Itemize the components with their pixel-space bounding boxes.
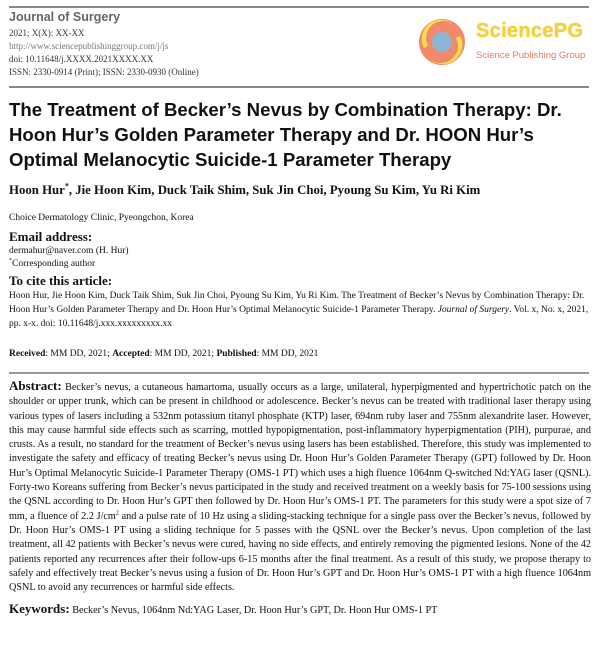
abstract-label: Abstract: bbox=[9, 378, 62, 393]
paper-title: The Treatment of Becker’s Nevus by Combination Therapy: Dr. Hoon Hur’s Golden Parameter Therapy and Dr. HOON Hur’s Optimal Melanocytic Suicide-1 Parameter Therapy bbox=[9, 99, 562, 170]
journal-url[interactable]: http://www.sciencepublishinggroup.com/j/js bbox=[9, 41, 169, 51]
abstract-sup: 2 bbox=[115, 510, 119, 517]
author-first: Hoon Hur bbox=[9, 183, 65, 197]
affiliation: Choice Dermatology Clinic, Pyeongchon, Korea bbox=[9, 213, 194, 223]
doi: doi: 10.11648/j.XXXX.2021XXXX.XX bbox=[9, 54, 154, 64]
abstract-text-2: and a pulse rate of 10 Hz using a sliding-stacking technique for a single pass over the Becker’s nevus, followed by Dr. Hoon Hur’s OMS-1 PT using a sliding technique for 5 passes with the QSNL over the Becker’s nevus. Upon completion of the last treatment, all 42 patients with Becker’s nevus were cured, having no side effects, and entirely removing the pigmented lesions. None of the 42 patients reported any recurrences after their follow-ups 6-15 months after the final treatment. As a result of this study, we propose therapy to safely and effectively treat Becker’s nevus using a fusion of Dr. Hoon Hur’s GPT and Dr. Hoon Hur’s OMS-1 PT with a high fluence 1064nm QSNL to avoid any recurrences or harmful side effects. bbox=[9, 510, 591, 594]
cite-heading: To cite this article: bbox=[9, 273, 113, 288]
journal-name: Journal of Surgery bbox=[9, 10, 121, 24]
keywords-label: Keywords: bbox=[9, 601, 70, 617]
citation-text: Hoon Hur, Jie Hoon Kim, Duck Taik Shim, Suk Jin Choi, Pyoung Su Kim, Yu Ri Kim. The Treatment of Becker’s Nevus by Combination Therapy: Dr. Hoon Hur’s Golden Parameter Therapy and Dr. Hoon Hur’s Optimal Melanocytic Suicide-1 Parameter Therapy. bbox=[9, 291, 585, 315]
received-date: : MM DD, 2021; bbox=[45, 349, 113, 359]
abstract-section bbox=[9, 379, 591, 618]
note-text: Corresponding author bbox=[12, 259, 96, 269]
logo-text: SciencePG bbox=[476, 20, 584, 42]
received-label: Received bbox=[9, 349, 46, 359]
abstract bbox=[9, 379, 591, 595]
email-address[interactable]: dermahur@naver.com (H. Hur) bbox=[9, 246, 129, 256]
logo-subtext: Science Publishing Group bbox=[476, 50, 586, 61]
sciencepg-logo-icon bbox=[418, 18, 466, 66]
abstract-rule bbox=[9, 372, 589, 374]
published-date: : MM DD, 2021 bbox=[256, 349, 319, 359]
corresponding-note bbox=[9, 258, 95, 270]
author-list bbox=[9, 182, 480, 198]
issue-info: 2021; X(X): XX-XX bbox=[9, 28, 85, 38]
accepted-date: : MM DD, 2021; bbox=[149, 349, 217, 359]
abstract-text-1: Becker’s nevus, a cutaneous hamartoma, usually occurs as a large, unilateral, hyperpigmented and hypertrichotic patch on the shoulder or upper trunk, which can be present in childhood or adolescence. Becker’s nevus can be treated with traditional laser therapy using various types of lasers including a 532nm potassium titanyl phosphate (KTP) laser, 694nm ruby laser and 755nm alexandrite laser. However, this may cause harmful side effects such as scarring, mottled hypopigmentation, post-inflammatory hyperpigmentation (PIH), purpurae, and crusts. As a result, no standard for the treatment of Becker’s nevus using lasers has been established. Therefore, this study was implemented to investigate the safety and efficacy of treating Becker’s nevus using Dr. Hoon Hur’s Golden Parameter Therapy (GPT) followed by Dr. Hoon Hur’s Optimal Melanocytic Suicide-1 Parameter Therapy (OMS-1 PT) which uses a high fluence 1064nm Q-switched Nd:YAG laser (QSNL). Forty-two Koreans suffering from Becker’s nevus participated in the study and received treatment on a weekly basis for 75-100 sessions using the QSNL according to Dr. Hoon Hur’s GPT then followed by Dr. Hoon Hur’s OMS-1 PT. The parameters for this study were a spot size of 7 mm, a fluence of 2.2 J/cm bbox=[9, 382, 591, 522]
author-rest: , Jie Hoon Kim, Duck Taik Shim, Suk Jin Choi, Pyoung Su Kim, Yu Ri Kim bbox=[68, 183, 481, 197]
note-mark: * bbox=[9, 257, 12, 264]
citation bbox=[9, 289, 591, 331]
issn: ISSN: 2330-0914 (Print); ISSN: 2330-0930 (Online) bbox=[9, 67, 199, 77]
corresponding-mark: * bbox=[64, 181, 69, 191]
citation-journal: Journal of Surgery bbox=[437, 305, 510, 315]
keywords-text: Becker’s Nevus, 1064nm Nd:YAG Laser, Dr. Hoon Hur’s GPT, Dr. Hoon Hur OMS-1 PT bbox=[69, 605, 438, 617]
accepted-label: Accepted bbox=[112, 349, 150, 359]
dates-line bbox=[9, 348, 318, 360]
citation-tail: . Vol. x, No. x, 2021, pp. x-x. doi: 10.11648/j.xxx.xxxxxxxxx.xx bbox=[9, 305, 589, 329]
header-top-rule bbox=[9, 6, 589, 8]
published-label: Published bbox=[216, 349, 257, 359]
keywords bbox=[9, 601, 591, 618]
email-heading: Email address: bbox=[9, 229, 93, 244]
header-bottom-rule bbox=[9, 86, 589, 88]
